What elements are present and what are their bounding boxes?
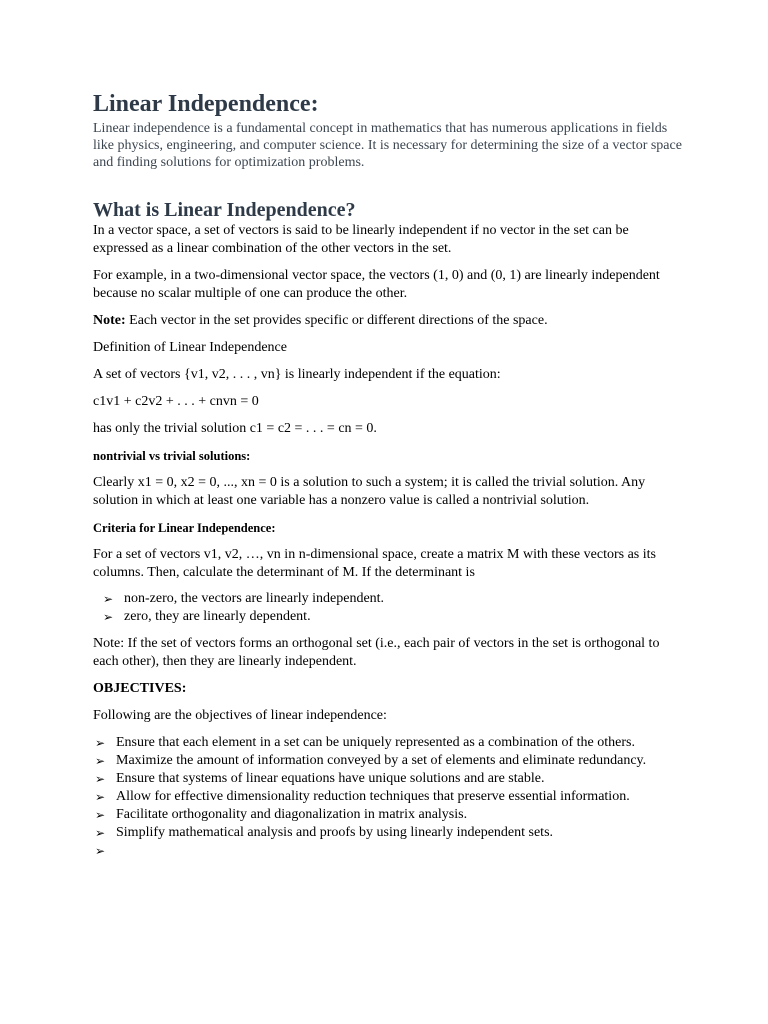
arrowhead-bullet-icon: ➢ [103, 592, 114, 606]
list-item-text: Facilitate orthogonality and diagonalization in matrix analysis. [116, 807, 468, 822]
note-paragraph [93, 312, 683, 330]
trivial-paragraph: Clearly x1 = 0, x2 = 0, ..., xn = 0 is a solution to such a system; it is called the trivial solution. Any solution in which at least one variable has a nonzero value is called a nontrivial solution. [93, 475, 646, 508]
list-item-text: zero, they are linearly dependent. [124, 609, 311, 624]
list-item [93, 770, 683, 788]
arrowhead-bullet-icon: ➢ [95, 754, 106, 768]
page-title: Linear Independence: [93, 91, 319, 117]
intro-paragraph: Linear independence is a fundamental concept in mathematics that has numerous applications in fields like physics, engineering, and computer science. It is necessary for determining the size of a vector space and finding solutions for optimization problems. [93, 121, 682, 170]
arrowhead-bullet-icon: ➢ [95, 844, 106, 858]
arrowhead-bullet-icon: ➢ [95, 808, 106, 822]
arrowhead-bullet-icon: ➢ [95, 736, 106, 750]
criteria-list [93, 590, 683, 626]
criteria-heading: Criteria for Linear Independence: [93, 521, 276, 535]
objectives-list [93, 734, 683, 860]
list-item-text: Ensure that systems of linear equations have unique solutions and are stable. [116, 771, 545, 786]
list-item-text: Maximize the amount of information conveyed by a set of elements and eliminate redundancy. [116, 753, 647, 768]
equation-line: c1v1 + c2v2 + . . . + cnvn = 0 [93, 394, 259, 409]
note-text: Each vector in the set provides specific or different directions of the space. [125, 313, 548, 328]
definition-text: A set of vectors {v1, v2, . . . , vn} is linearly independent if the equation: [93, 367, 501, 382]
arrowhead-bullet-icon: ➢ [95, 772, 106, 786]
list-item [93, 788, 683, 806]
example-paragraph: For example, in a two-dimensional vector space, the vectors (1, 0) and (0, 1) are linearly independent because no scalar multiple of one can produce the other. [93, 268, 660, 301]
note-label: Note: [93, 313, 126, 328]
list-item [93, 824, 683, 842]
list-item [93, 842, 683, 860]
list-item-text: Ensure that each element in a set can be uniquely represented as a combination of the others. [116, 735, 635, 750]
list-item [93, 590, 683, 608]
definition-heading: Definition of Linear Independence [93, 340, 287, 355]
list-item-text: Simplify mathematical analysis and proofs by using linearly independent sets. [116, 825, 554, 840]
objectives-heading: OBJECTIVES: [93, 681, 187, 696]
list-item [93, 806, 683, 824]
list-item-text [116, 843, 120, 858]
objectives-intro: Following are the objectives of linear independence: [93, 708, 387, 723]
definition-paragraph: In a vector space, a set of vectors is said to be linearly independent if no vector in the set can be expressed as a linear combination of the other vectors in the set. [93, 223, 629, 256]
list-item [93, 734, 683, 752]
trivial-heading: nontrivial vs trivial solutions: [93, 449, 251, 463]
orthogonal-note: Note: If the set of vectors forms an orthogonal set (i.e., each pair of vectors in the set is orthogonal to each other), then they are linearly independent. [93, 636, 660, 669]
arrowhead-bullet-icon: ➢ [95, 790, 106, 804]
list-item [93, 608, 683, 626]
section-heading: What is Linear Independence? [93, 199, 356, 221]
document-content [93, 90, 683, 860]
trivial-solution-line: has only the trivial solution c1 = c2 = . . . = cn = 0. [93, 421, 377, 436]
list-item [93, 752, 683, 770]
arrowhead-bullet-icon: ➢ [95, 826, 106, 840]
list-item-text: Allow for effective dimensionality reduction techniques that preserve essential information. [116, 789, 630, 804]
criteria-paragraph: For a set of vectors v1, v2, …, vn in n-dimensional space, create a matrix M with these vectors as its columns. Then, calculate the determinant of M. If the determinant is [93, 547, 656, 580]
list-item-text: non-zero, the vectors are linearly independent. [124, 591, 385, 606]
arrowhead-bullet-icon: ➢ [103, 610, 114, 624]
